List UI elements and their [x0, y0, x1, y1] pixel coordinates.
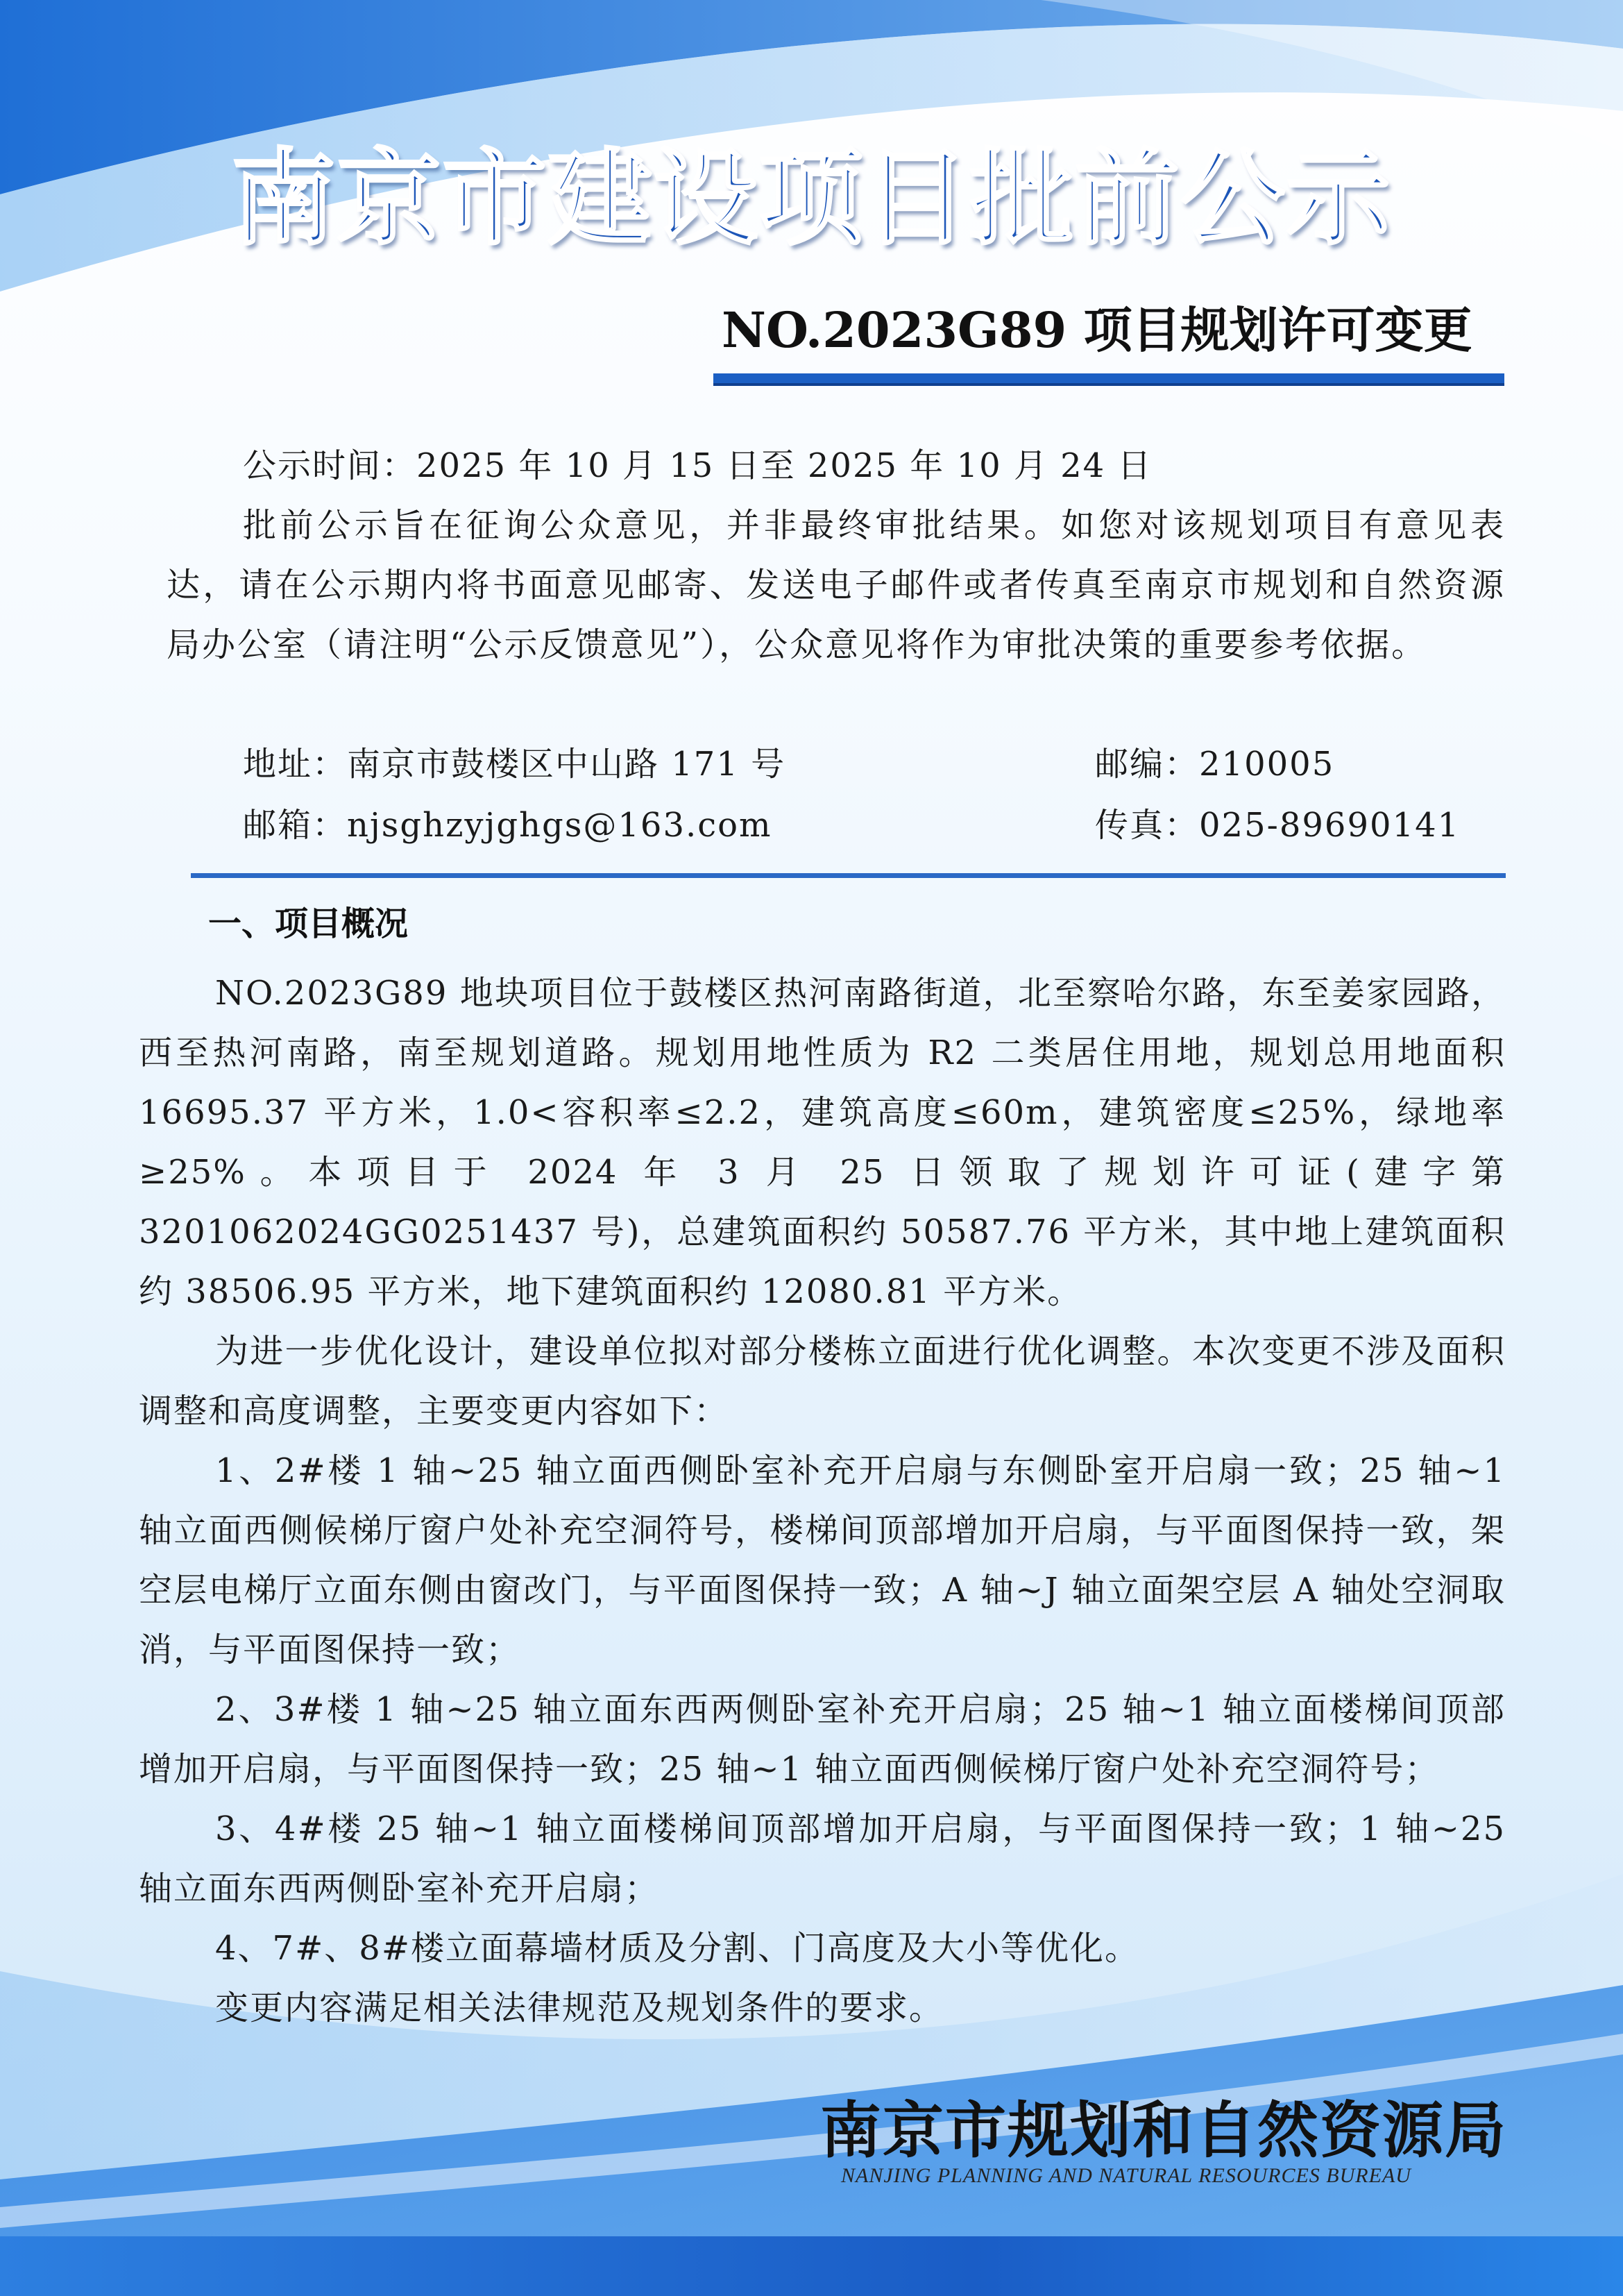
body-paragraph: NO.2023G89 地块项目位于鼓楼区热河南路街道，北至察哈尔路，东至姜家园路，西至热河南路，南至规划道路。规划用地性质为 R2 二类居住用地，规划总用地面积 16695.37 平方米，1.0<容积率≤2.2，建筑高度≤60m，建筑密度≤25%，绿地率≥25%。本项目于 2024 年 3 月 25 日领取了规划许可证(建字第3201062024GG0251437 号)，总建筑面积约 50587.76 平方米，其中地上建筑面积约 38506.95 平方米，地下建筑面积约 12080.81 平方米。 [139, 974, 1506, 1311]
contact-postcode: 邮编：210005 [1095, 745, 1335, 784]
body-paragraph: 变更内容满足相关法律规范及规划条件的要求。 [215, 1989, 944, 2027]
notice-block [167, 436, 1506, 675]
subtitle-underline [713, 373, 1504, 386]
body-paragraph: 为进一步优化设计，建设单位拟对部分楼栋立面进行优化调整。本次变更不涉及面积调整和高度调整，主要变更内容如下： [139, 1332, 1506, 1430]
section-divider [191, 873, 1506, 878]
project-subtitle: NO.2023G89 项目规划许可变更 [722, 301, 1472, 359]
org-name-english: NANJING PLANNING AND NATURAL RESOURCES BUREAU [841, 2164, 1411, 2187]
body-paragraph: 1、2#楼 1 轴~25 轴立面西侧卧室补充开启扇与东侧卧室开启扇一致；25 轴~1 轴立面西侧候梯厅窗户处补充空洞符号，楼梯间顶部增加开启扇，与平面图保持一致，架空层电梯厅立面东侧由窗改门，与平面图保持一致；A 轴~J 轴立面架空层 A 轴处空洞取消，与平面图保持一致； [139, 1451, 1506, 1669]
contact-email: 邮箱：njsghzyjghgs@163.com [243, 806, 772, 845]
contact-address: 地址：南京市鼓楼区中山路 171 号 [243, 745, 786, 784]
section-heading: 一、项目概况 [208, 904, 409, 943]
section-body [139, 963, 1506, 2038]
page-title: 南京市建设项目批前公示 [231, 139, 1392, 260]
bottom-band [0, 2236, 1623, 2296]
contact-fax: 传真：025-89690141 [1095, 806, 1461, 845]
body-paragraph: 3、4#楼 25 轴~1 轴立面楼梯间顶部增加开启扇，与平面图保持一致；1 轴~25 轴立面东西两侧卧室补充开启扇； [139, 1809, 1506, 1908]
body-paragraph: 2、3#楼 1 轴~25 轴立面东西两侧卧室补充开启扇；25 轴~1 轴立面楼梯间顶部增加开启扇，与平面图保持一致；25 轴~1 轴立面西侧候梯厅窗户处补充空洞符号； [139, 1690, 1506, 1789]
notice-period: 公示时间：2025 年 10 月 15 日至 2025 年 10 月 24 日 [243, 446, 1153, 485]
org-name-chinese: 南京市规划和自然资源局 [820, 2094, 1508, 2166]
body-paragraph: 4、7#、8#楼立面幕墙材质及分割、门高度及大小等优化。 [215, 1929, 1140, 1968]
notice-text: 批前公示旨在征询公众意见，并非最终审批结果。如您对该规划项目有意见表达，请在公示期内将书面意见邮寄、发送电子邮件或者传真至南京市规划和自然资源局办公室（请注明“公示反馈意见”），公众意见将作为审批决策的重要参考依据。 [167, 506, 1506, 664]
